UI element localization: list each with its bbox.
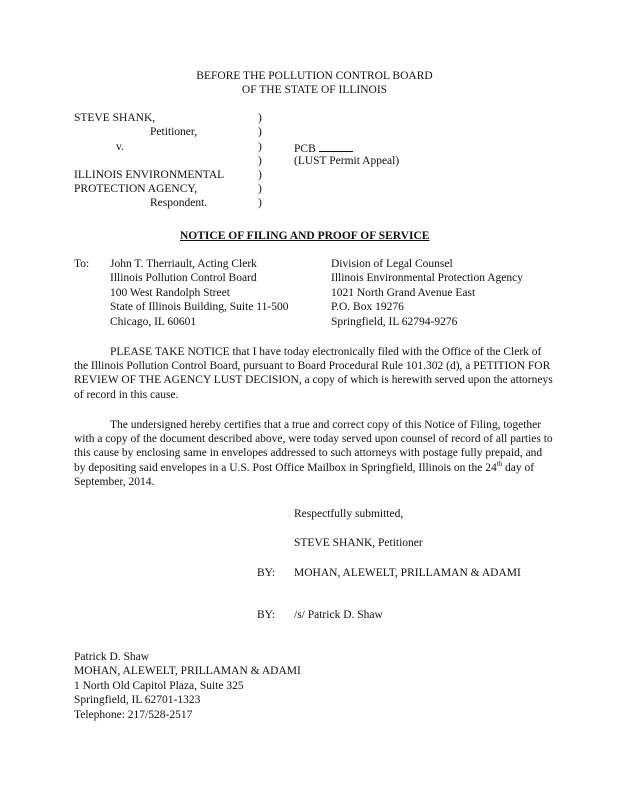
notice-heading: NOTICE OF FILING AND PROOF OF SERVICE bbox=[180, 230, 430, 242]
client-line: STEVE SHANK, Petitioner bbox=[294, 537, 423, 549]
notice-paragraph-text: PLEASE TAKE NOTICE that I have today electronically filed with the Office of the Clerk of the Illinois Pollution Control Board, pursuant to Board Procedural Rule 101.302 (d), a PETITION FOR REVIEW OF THE AGENCY LUST DECISION, a copy of which is herewith served upon the attorneys of record in this cause. bbox=[74, 346, 553, 401]
respondent-name-2: PROTECTION AGENCY, bbox=[74, 183, 198, 195]
recipient-right-line: 1021 North Grand Avenue East bbox=[331, 287, 476, 299]
attorney-line: 1 North Old Capitol Plaza, Suite 325 bbox=[74, 680, 244, 692]
attorney-line: MOHAN, ALEWELT, PRILLAMAN & ADAMI bbox=[74, 665, 301, 677]
recipient-right-line: P.O. Box 19276 bbox=[331, 301, 404, 313]
caption-paren: ) bbox=[258, 112, 262, 124]
attorney-line: Springfield, IL 62701-1323 bbox=[74, 694, 201, 706]
case-number-blank bbox=[319, 140, 353, 152]
caption-paren: ) bbox=[258, 155, 262, 167]
caption-paren: ) bbox=[258, 141, 262, 153]
recipient-left-line: 100 West Randolph Street bbox=[110, 287, 230, 299]
date-suffix: th bbox=[496, 459, 503, 468]
recipient-right-line: Illinois Environmental Protection Agency bbox=[331, 272, 523, 284]
recipient-right-line: Springfield, IL 62794-9276 bbox=[331, 316, 458, 328]
certificate-paragraph bbox=[74, 418, 554, 489]
to-label: To: bbox=[74, 258, 90, 270]
recipient-left-line: John T. Therriault, Acting Clerk bbox=[110, 258, 257, 270]
court-name: BEFORE THE POLLUTION CONTROL BOARD bbox=[196, 70, 433, 82]
petitioner-role: Petitioner, bbox=[150, 126, 198, 138]
petitioner-name: STEVE SHANK, bbox=[74, 112, 156, 124]
recipient-right-line: Division of Legal Counsel bbox=[331, 258, 453, 270]
notice-paragraph bbox=[74, 345, 554, 402]
court-state: OF THE STATE OF ILLINOIS bbox=[241, 84, 388, 96]
recipient-left-line: Illinois Pollution Control Board bbox=[110, 272, 257, 284]
recipient-left-line: Chicago, IL 60601 bbox=[110, 316, 197, 328]
caption-paren: ) bbox=[258, 126, 262, 138]
case-label: PCB bbox=[294, 143, 316, 155]
by-label: BY: bbox=[257, 609, 276, 621]
closing-line: Respectfully submitted, bbox=[294, 508, 404, 520]
versus-label: v. bbox=[116, 141, 124, 153]
by-label: BY: bbox=[257, 567, 276, 579]
caption-paren: ) bbox=[258, 197, 262, 209]
caption-paren: ) bbox=[258, 169, 262, 181]
recipient-left-line: State of Illinois Building, Suite 11-500 bbox=[110, 301, 289, 313]
firm-line: MOHAN, ALEWELT, PRILLAMAN & ADAMI bbox=[294, 567, 521, 579]
attorney-line: Telephone: 217/528-2517 bbox=[74, 709, 193, 721]
respondent-name-1: ILLINOIS ENVIRONMENTAL bbox=[74, 169, 225, 181]
respondent-role: Respondent. bbox=[150, 197, 208, 209]
caption-paren: ) bbox=[258, 183, 262, 195]
signature-line: /s/ Patrick D. Shaw bbox=[294, 609, 383, 621]
certificate-text-end: day of September, 2014. bbox=[74, 461, 535, 488]
attorney-line: Patrick D. Shaw bbox=[74, 651, 150, 663]
case-type: (LUST Permit Appeal) bbox=[294, 155, 400, 167]
certificate-text: The undersigned hereby certifies that a true and correct copy of this Notice of Filing, together with a copy of the document described above, were today served upon counsel of record of all parties to this cause by enclosing same in envelopes addressed to such attorneys with postage fully prepaid, and by depositing said envelopes in a U.S. Post Office Mailbox in Springfield, Illinois on the 24 bbox=[74, 419, 553, 474]
